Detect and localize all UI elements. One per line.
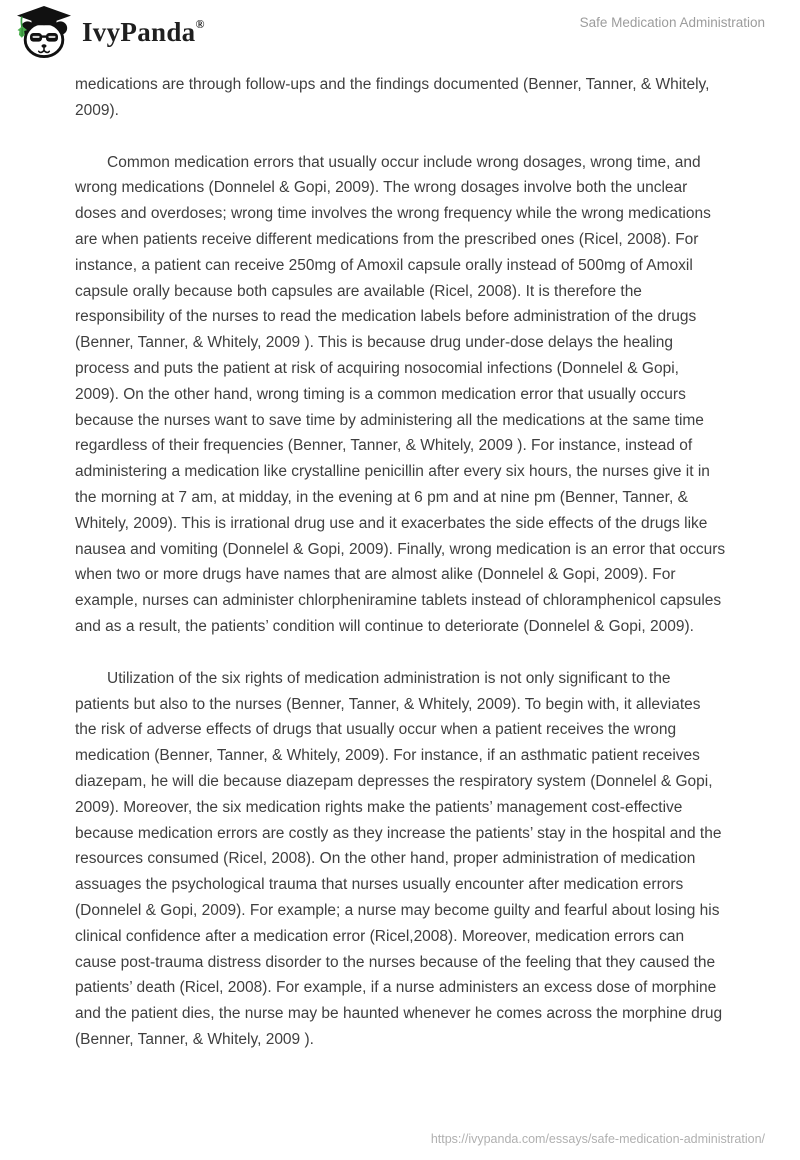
document-title: Safe Medication Administration [579,15,765,30]
paragraph: Utilization of the six rights of medication administration is not only significant to the patients but also to the nurses (Benner, Tanner, & Whitely, 2009). To begin with, it alleviates the risk of adverse effects of drugs that usually occur when a patient receives the wrong medication (Benner, Tanner, & Whitely, 2009). For instance, if an asthmatic patient receives diazepam, he will die because diazepam depresses the respiratory system (Donnelel & Gopi, 2009). Moreover, the six medication rights make the patients’ management cost-effective because medication errors are costly as they increase the patients’ stay in the hospital and the resources consumed (Ricel, 2008). On the other hand, proper administration of medication assuages the psychological trauma that nurses usually encounter after medication errors (Donnelel & Gopi, 2009). For example; a nurse may become guilty and fearful about losing his clinical confidence after a medication error (Ricel,2008). Moreover, medication errors can cause post-trauma distress disorder to the nurses because of the feeling that they caused the patients’ death (Ricel, 2008). For example, if a nurse administers an excess dose of morphine and the patient dies, the nurse may be haunted whenever he comes across the morphine drug (Benner, Tanner, & Whitely, 2009 ). [75,669,723,1048]
paragraph: medications are through follow-ups and the findings documented (Benner, Tanner, & Whitely, 2009). [75,76,710,119]
page-header [0,0,800,62]
essay-body [75,72,726,1079]
registered-mark: ® [195,16,205,31]
panda-graduate-icon [15,5,73,59]
ivypanda-logo [15,5,205,59]
source-url[interactable]: https://ivypanda.com/essays/safe-medication-administration/ [430,1132,765,1146]
logo-wordmark: IvyPanda® [82,16,205,47]
paragraph: Common medication errors that usually occur include wrong dosages, wrong time, and wrong medications (Donnelel & Gopi, 2009). The wrong dosages involve both the unclear doses and overdoses; wrong time involves the wrong frequency while the wrong medications are when patients receive different medications from the prescribed ones (Ricel, 2008). For instance, a patient can receive 250mg of Amoxil capsule orally instead of 500mg of Amoxil capsule orally because both capsules are available (Ricel, 2008). It is therefore the responsibility of the nurses to read the medication labels before administration of the drugs (Benner, Tanner, & Whitely, 2009 ). This is because drug under-dose delays the healing process and puts the patient at risk of acquiring nosocomial infections (Donnelel & Gopi, 2009). On the other hand, wrong timing is a common medication error that usually occurs because the nurses want to save time by administering all the medications at the same time regardless of their frequencies (Benner, Tanner, & Whitely, 2009 ). For instance, instead of administering a medication like crystalline penicillin after every six hours, the nurses give it in the morning at 7 am, at midday, in the evening at 6 pm and at nine pm (Benner, Tanner, & Whitely, 2009). This is irrational drug use and it exacerbates the side effects of the drugs like nausea and vomiting (Donnelel & Gopi, 2009). Finally, wrong medication is an error that occurs when two or more drugs have names that are almost alike (Donnelel & Gopi, 2009). For example, nurses can administer chlorpheniramine tablets instead of chloramphenicol capsules and as a result, the patients’ condition will continue to deteriorate (Donnelel & Gopi, 2009). [75,153,726,635]
